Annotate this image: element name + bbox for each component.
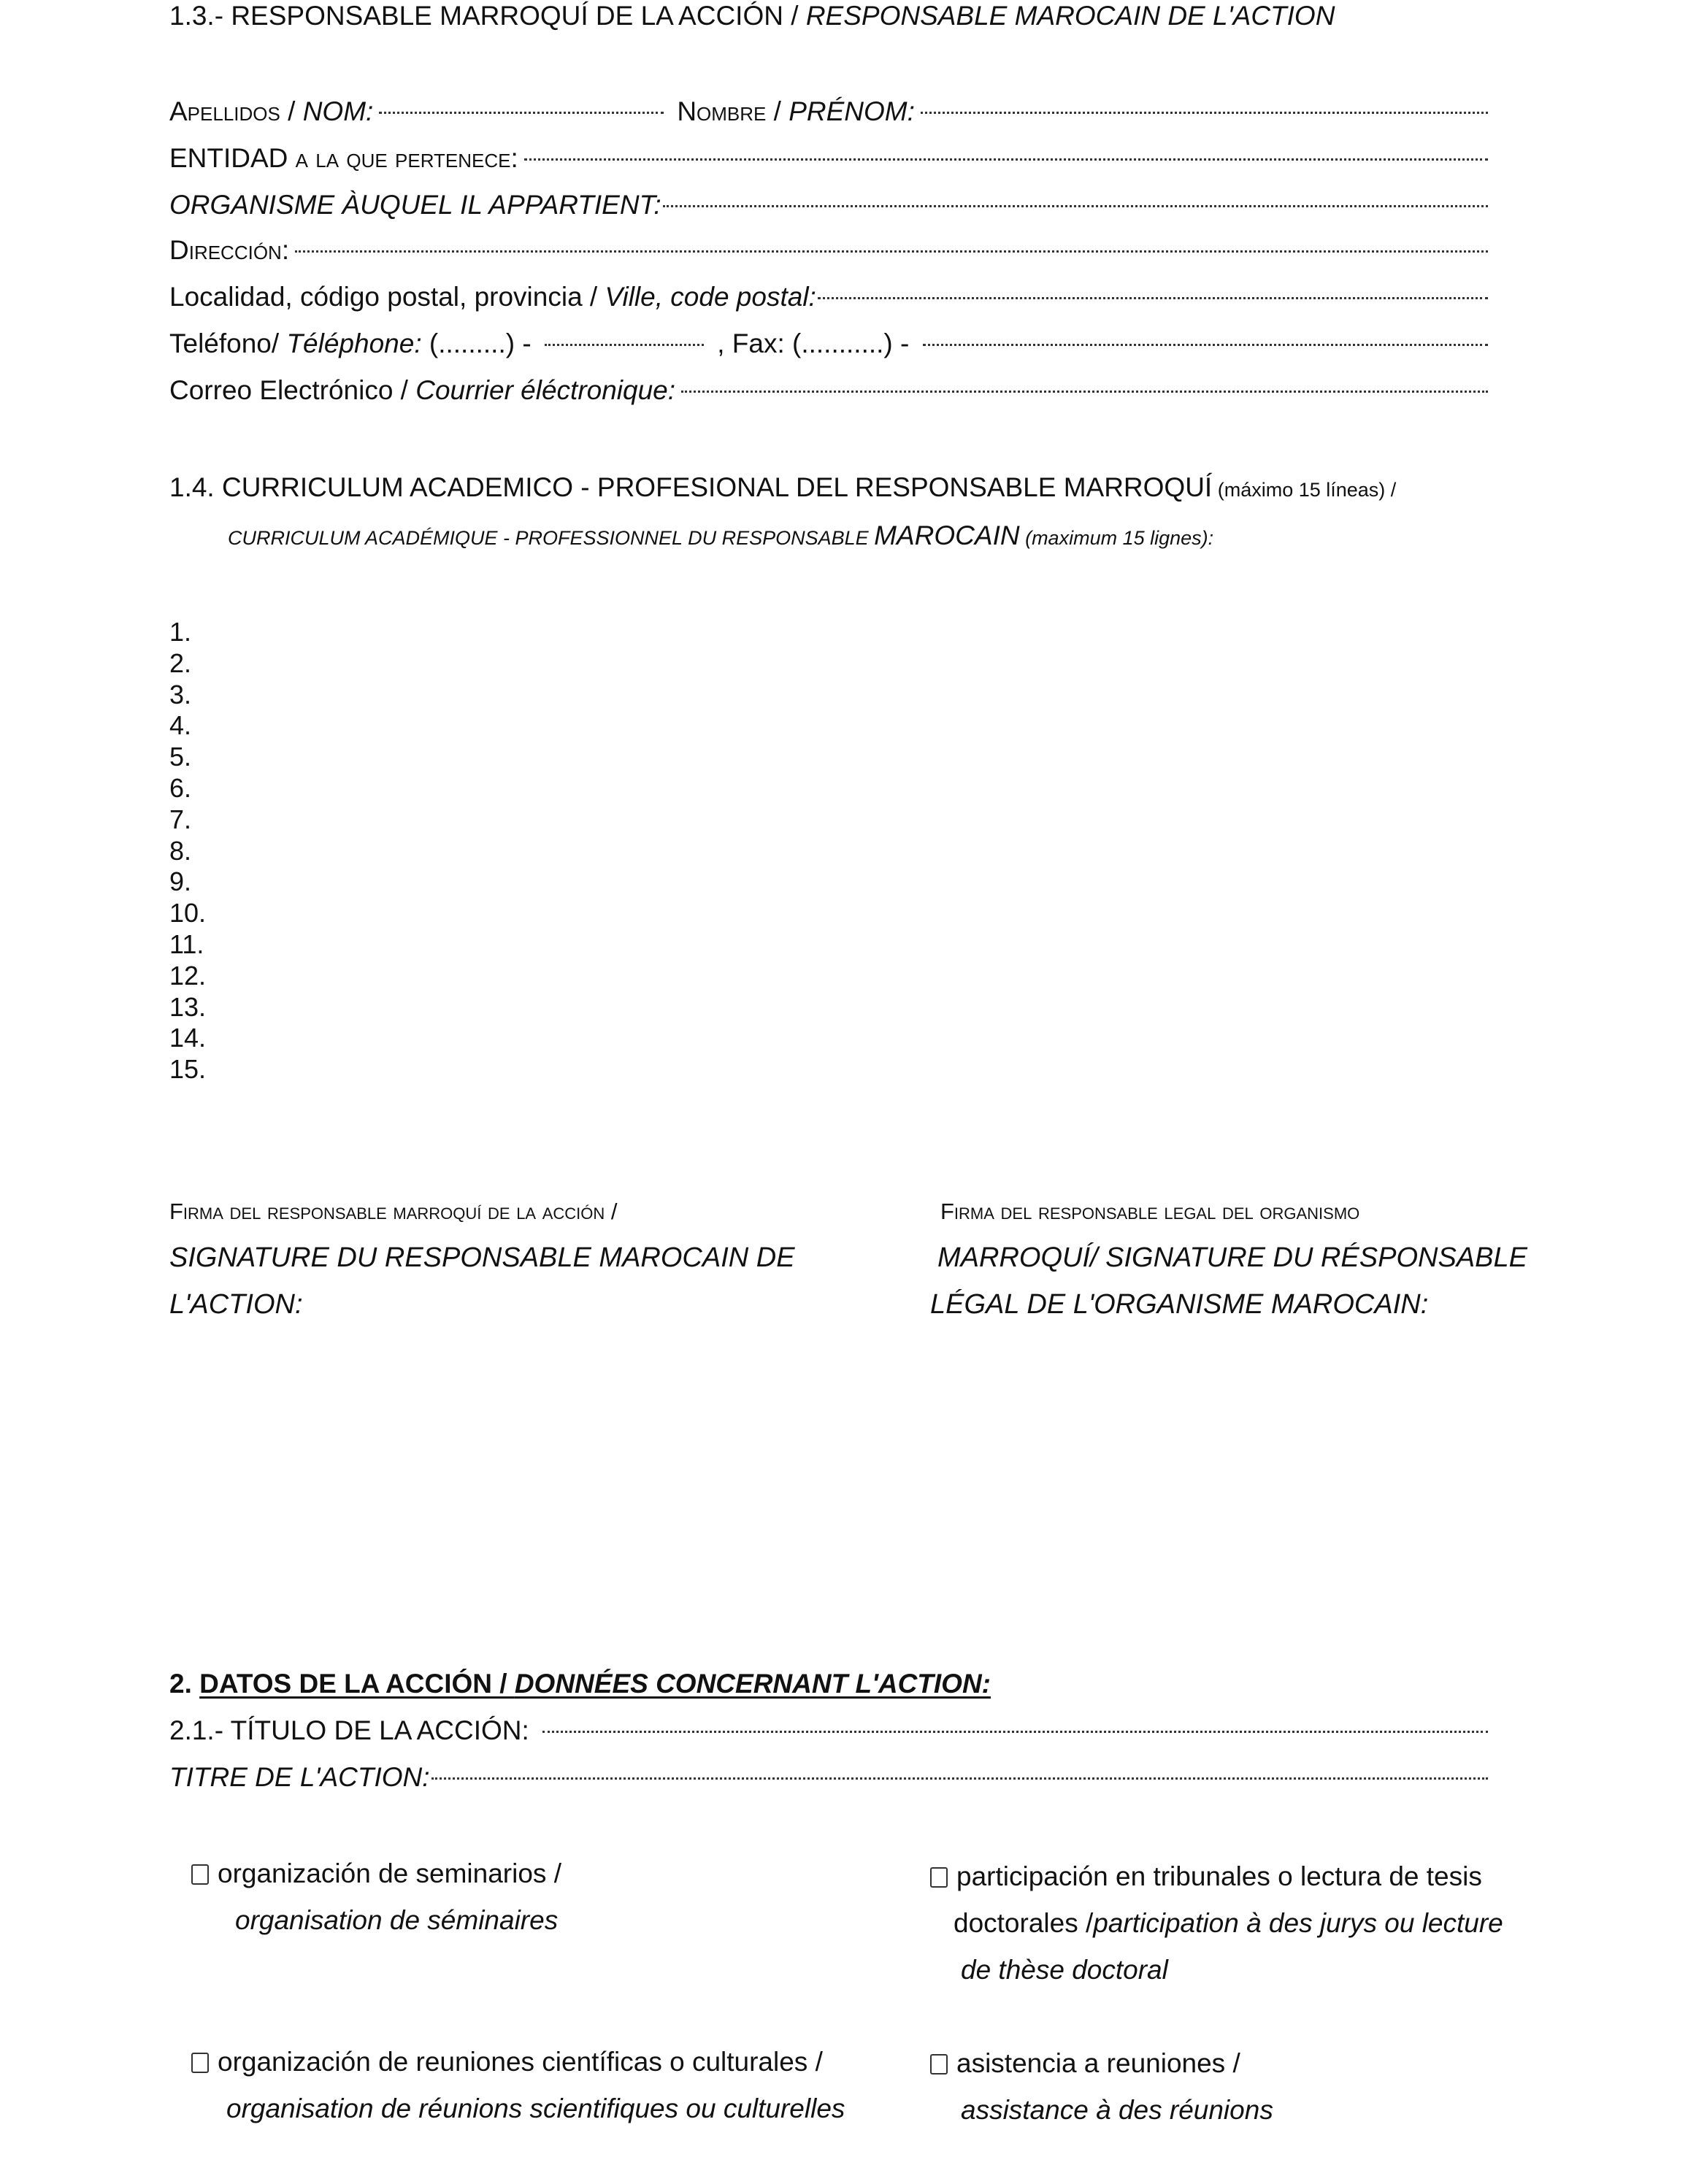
section-2-heading-es: DATOS DE LA ACCIÓN / <box>199 1669 515 1699</box>
telefono-row <box>169 328 1492 361</box>
section-2-heading <box>169 1667 991 1701</box>
titre-label: TITRE DE L'ACTION: <box>169 1762 430 1792</box>
option-reuniones[interactable] <box>191 2045 823 2079</box>
signature-right-fr-2: LÉGAL DE L'ORGANISME MAROCAIN: <box>930 1289 1429 1320</box>
asistencia-label-fr: assistance à des réunions <box>961 2095 1273 2125</box>
titulo-row <box>169 1715 1492 1747</box>
name-row <box>169 96 1492 128</box>
asistencia-checkbox[interactable] <box>930 2054 948 2075</box>
curriculum-line[interactable]: 8. <box>169 836 192 866</box>
organisme-input[interactable] <box>663 205 1488 207</box>
signature-left-fr-2: L'ACTION: <box>169 1289 303 1320</box>
curriculum-note-es: (máximo 15 líneas) / <box>1212 479 1397 501</box>
tribunales-label-es: participación en tribunales o lectura de tesis <box>956 1861 1482 1891</box>
titre-input[interactable] <box>431 1777 1488 1780</box>
option-asistencia[interactable] <box>930 2047 1240 2080</box>
curriculum-line[interactable]: 9. <box>169 866 192 896</box>
nombre-input[interactable] <box>921 112 1488 114</box>
curriculum-line[interactable]: 1. <box>169 617 192 647</box>
telefono-input[interactable] <box>545 344 704 346</box>
reuniones-label-fr: organisation de réunions scientifiques ou culturelles <box>226 2093 845 2123</box>
section-1-3-heading <box>169 0 1335 32</box>
courrier-label: Courrier éléctronique: <box>415 375 676 405</box>
section-2-number: 2. <box>169 1669 200 1699</box>
entidad-label-rest: a la que pertenece: <box>288 143 518 173</box>
tribunales-label-es-2: doctorales / <box>954 1908 1094 1938</box>
direccion-input[interactable] <box>295 250 1488 253</box>
signature-right-fr-1: MARROQUÍ/ SIGNATURE DU RÉSPONSABLE <box>937 1242 1527 1273</box>
signature-left-fr-1: SIGNATURE DU RESPONSABLE MAROCAIN DE <box>169 1242 795 1273</box>
curriculum-line[interactable]: 11. <box>169 929 204 959</box>
organisme-row <box>169 190 1492 222</box>
section-2-heading-fr: DONNÉES CONCERNANT L'ACTION: <box>514 1669 991 1699</box>
correo-input[interactable] <box>681 391 1488 393</box>
correo-label: Correo Electrónico / <box>169 375 416 405</box>
prenom-label: PRÉNOM: <box>789 96 915 126</box>
heading-sep: / <box>783 1 806 31</box>
localidad-row <box>169 282 1492 314</box>
tribunales-line-2 <box>954 1907 1503 1940</box>
titulo-label: 2.1.- TÍTULO DE LA ACCIÓN: <box>169 1715 529 1745</box>
curriculum-line[interactable]: 15. <box>169 1054 207 1084</box>
telefono-prefix[interactable]: (.........) - <box>421 328 539 358</box>
option-seminarios[interactable] <box>191 1857 561 1891</box>
signature-left-es: Firma del responsable marroquí de la acción / <box>169 1199 618 1224</box>
tribunales-label-fr-2: de thèse doctoral <box>961 1955 1168 1985</box>
localidad-label: Localidad, código postal, provincia / <box>169 282 605 312</box>
section-1-4-heading <box>169 472 1492 506</box>
section-1-4-heading-fr <box>228 520 1213 554</box>
titre-row <box>169 1762 1492 1794</box>
ville-label: Ville, code postal: <box>605 282 816 312</box>
reuniones-checkbox[interactable] <box>191 2053 209 2073</box>
curriculum-line[interactable]: 13. <box>169 992 207 1022</box>
entidad-input[interactable] <box>524 158 1488 161</box>
tribunales-checkbox[interactable] <box>930 1867 948 1888</box>
nombre-label: Nombre <box>677 96 767 126</box>
titulo-input[interactable] <box>542 1731 1488 1733</box>
curriculum-note-fr: (maximum 15 lignes): <box>1019 527 1214 549</box>
heading-fr: RESPONSABLE MAROCAIN DE L'ACTION <box>805 1 1335 31</box>
apellidos-sep: / <box>280 96 303 126</box>
seminarios-label-fr: organisation de séminaires <box>235 1905 559 1935</box>
fax-label[interactable]: , Fax: (...........) - <box>709 328 917 358</box>
curriculum-line[interactable]: 3. <box>169 680 192 710</box>
tribunales-label-fr-1: participation à des jurys ou lecture <box>1093 1908 1503 1938</box>
telephone-label: Téléphone: <box>286 328 422 358</box>
nombre-sep: / <box>766 96 789 126</box>
seminarios-label-es: organización de seminarios / <box>218 1858 561 1888</box>
curriculum-line[interactable]: 2. <box>169 648 192 678</box>
reuniones-label-es: organización de reuniones científicas o culturales / <box>218 2047 823 2077</box>
apellidos-input[interactable] <box>379 112 664 114</box>
curriculum-heading-fr-marocain: MAROCAIN <box>874 520 1020 550</box>
organisme-label: ORGANISME ÀUQUEL IL APPARTIENT: <box>169 190 661 220</box>
entidad-row <box>169 143 1492 175</box>
nom-label: NOM: <box>302 96 374 126</box>
fax-input[interactable] <box>923 344 1488 346</box>
correo-row <box>169 375 1492 407</box>
curriculum-heading-es: 1.4. CURRICULUM ACADEMICO - PROFESIONAL DEL RESPONSABLE MARROQUÍ <box>169 472 1213 502</box>
curriculum-line[interactable]: 14. <box>169 1023 207 1053</box>
curriculum-line[interactable]: 6. <box>169 773 192 803</box>
option-tribunales[interactable] <box>930 1860 1482 1893</box>
curriculum-line[interactable]: 10. <box>169 898 207 928</box>
asistencia-label-es: asistencia a reuniones / <box>956 2048 1240 2078</box>
direccion-row <box>169 235 1492 267</box>
curriculum-line[interactable]: 5. <box>169 742 192 772</box>
curriculum-line[interactable]: 7. <box>169 804 192 834</box>
telefono-label: Teléfono/ <box>169 328 287 358</box>
curriculum-heading-fr: CURRICULUM ACADÉMIQUE - PROFESSIONNEL DU RESPONSABLE <box>228 527 875 549</box>
signature-right-es: Firma del responsable legal del organismo <box>940 1199 1360 1224</box>
curriculum-line[interactable]: 12. <box>169 961 207 991</box>
apellidos-label: Apellidos <box>169 96 280 126</box>
entidad-label: ENTIDAD <box>169 143 288 173</box>
heading-es: 1.3.- RESPONSABLE MARROQUÍ DE LA ACCIÓN <box>169 1 783 31</box>
seminarios-checkbox[interactable] <box>191 1864 209 1885</box>
curriculum-line[interactable]: 4. <box>169 710 192 740</box>
localidad-input[interactable] <box>818 297 1488 299</box>
direccion-label: Dirección: <box>169 235 290 265</box>
